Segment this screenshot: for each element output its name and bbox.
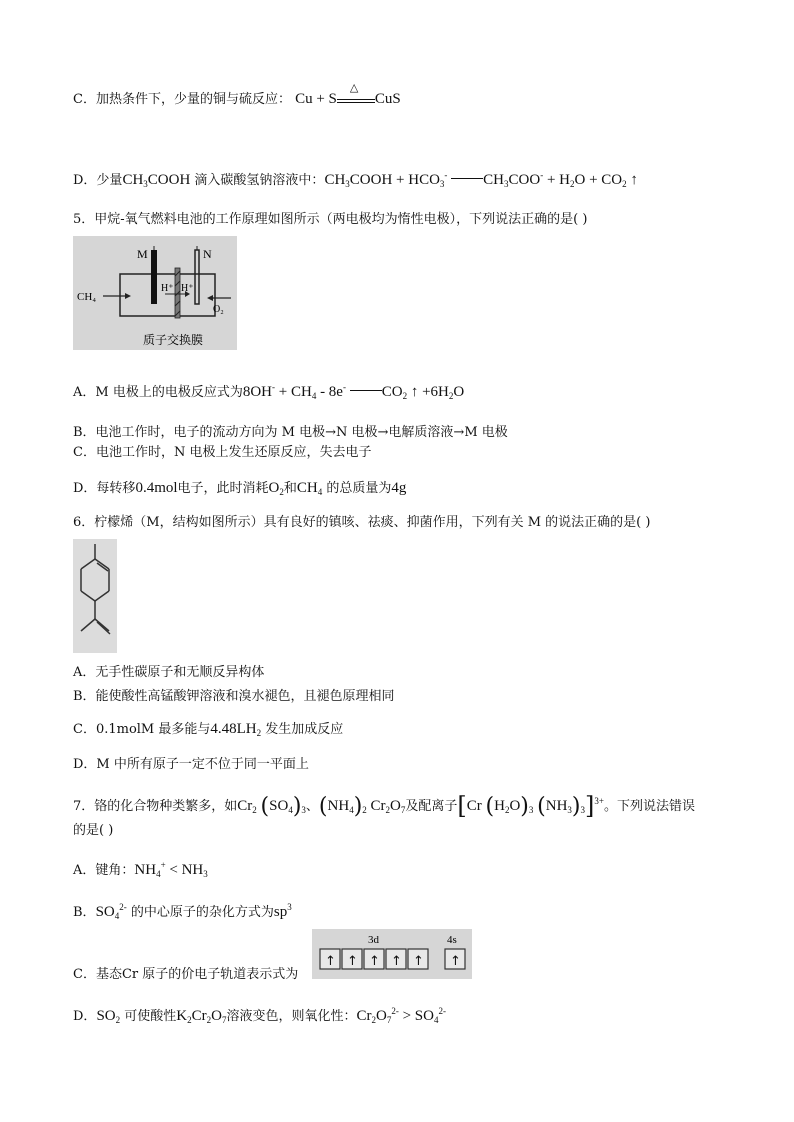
svg-text:↑: ↑	[325, 954, 336, 969]
formula-cr2so43: $Cr_2$ $(SO_4)_3$	[237, 794, 306, 819]
q5-stem	[73, 211, 587, 229]
option-text: C．基态Cr 原子的价电子轨道表示式为	[73, 967, 299, 982]
cr-orbital-diagram	[312, 929, 472, 979]
option-text: D．M 中所有原子一定不位于同一平面上	[73, 757, 309, 772]
label-3d: 3d	[368, 934, 379, 946]
q5-option-c	[73, 444, 371, 462]
label-ch4: CH₄	[77, 291, 97, 303]
eq-right: CuS	[374, 91, 401, 107]
option-text: 的中心原子的杂化方式为	[126, 905, 274, 920]
option-text: D．每转移	[73, 481, 136, 496]
mass: 4g	[391, 480, 407, 496]
svg-text:↑: ↑	[347, 954, 358, 969]
hybridization: $sp^3$	[273, 902, 292, 920]
option-text: 可使酸性	[120, 1009, 177, 1024]
question-stem: 7．铬的化合物种类繁多，如	[73, 799, 238, 814]
option-text: A．无手性碳原子和无顺反异构体	[73, 665, 265, 680]
question-stem: 。下列说法错误	[603, 799, 695, 814]
label-m: M	[137, 247, 148, 261]
fuel-cell-diagram	[73, 236, 237, 350]
separator: 、	[305, 799, 319, 814]
option-text: 电子，此时消耗	[177, 481, 269, 496]
formula-ch3cooh: $CH_3COOH$	[122, 172, 191, 189]
label-o2: O₂	[213, 304, 224, 315]
fuel-cell-figure	[73, 236, 237, 350]
svg-text:↑: ↑	[391, 954, 402, 969]
q7-option-b	[73, 898, 292, 925]
option-text: D．少量	[73, 173, 123, 188]
formula-nh42cr2o7: $(NH_4)_2$ $Cr_2O_7$	[318, 794, 406, 819]
complex-ion: [Cr $(H_2O)_3$ $(NH_3)_3]^{3+}$	[457, 792, 604, 820]
option-letter: B．	[73, 905, 96, 920]
label-h-plus-2: H⁺	[181, 283, 194, 294]
label-4s: 4s	[447, 934, 457, 946]
q7-stem	[73, 792, 695, 819]
q7-option-d	[73, 1002, 446, 1029]
equation	[295, 81, 401, 107]
oxidizing-compare: $Cr_2O_7^{2-} > SO_4^{2-}$	[356, 1006, 446, 1025]
q5-option-d	[73, 479, 406, 501]
formula-so42: $SO_4^{2-}$	[95, 902, 127, 921]
equation: $CH_3COOH + HCO_3^-$ $CH_3COO^- + H_2O + CO_2$ ↑	[324, 170, 638, 189]
volume-h2: $4.48LH_2$	[210, 721, 262, 738]
q6-option-b	[73, 688, 395, 706]
q7-option-c	[73, 966, 298, 984]
membrane-caption: 质子交换膜	[143, 333, 204, 347]
limonene-structure	[73, 539, 117, 653]
q7-option-a	[73, 856, 208, 883]
q7-stem-line2	[73, 822, 113, 840]
option-text: B．电池工作时，电子的流动方向为 M 电极→N 电极→电解质溶液→M 电极	[73, 425, 508, 440]
bond-angle-compare: $NH_4^+ < NH_3$	[134, 860, 208, 879]
option-text: 和	[283, 481, 297, 496]
limonene-structure-figure	[73, 539, 117, 653]
option-text: 发生加成反应	[261, 722, 344, 737]
q4-option-d	[73, 166, 638, 193]
option-text: D．	[73, 1009, 97, 1024]
q4-option-c	[73, 81, 401, 109]
eq-left: Cu + S	[295, 91, 337, 107]
q6-stem	[73, 514, 650, 532]
electrode-equation: $8OH^- + CH_4 - 8e^-$ $CO_2$ ↑ $+6H_2O$	[242, 382, 465, 401]
q5-option-a	[73, 378, 464, 405]
option-text: A．M 电极上的电极反应式为	[73, 385, 243, 400]
option-text: B．能使酸性高锰酸钾溶液和溴水褪色，且褪色原理相同	[73, 689, 395, 704]
formula-so2: $SO_2$	[96, 1008, 121, 1025]
formula-o2: $O_2$	[268, 480, 284, 497]
formula-k2cr2o7: $K_2Cr_2O_7$	[176, 1008, 227, 1025]
heat-condition: △	[349, 81, 359, 94]
orbital-boxes	[312, 929, 472, 979]
amount: 0.4mol	[135, 480, 178, 496]
q5-option-b	[73, 424, 508, 442]
question-stem: 5．甲烷-氧气燃料电池的工作原理如图所示（两电极均为惰性电极），下列说法正确的是( )	[73, 212, 588, 227]
option-text: C．电池工作时，N 电极上发生还原反应，失去电子	[73, 445, 372, 460]
label-h-plus-1: H⁺	[161, 283, 174, 294]
heat-equals-sign	[337, 81, 375, 109]
option-text: 滴入碳酸氢钠溶液中：	[190, 173, 325, 188]
question-stem: 6．柠檬烯（M，结构如图所示）具有良好的镇咳、祛痰、抑菌作用，下列有关 M 的说法正确的是( )	[73, 515, 651, 530]
option-text: C．加热条件下，少量的铜与硫反应：	[73, 92, 291, 107]
svg-text:↑: ↑	[413, 954, 424, 969]
formula-ch4: $CH_4$	[296, 480, 323, 497]
q6-option-c	[73, 720, 343, 742]
option-text: A．键角：	[73, 863, 135, 878]
option-text: 的总质量为	[322, 481, 392, 496]
q6-option-a	[73, 664, 264, 682]
svg-text:↑: ↑	[369, 954, 380, 969]
question-stem: 的是( )	[73, 823, 114, 838]
q6-option-d	[73, 756, 309, 774]
svg-text:↑: ↑	[450, 954, 461, 969]
label-n: N	[203, 247, 212, 261]
option-text: C．0.1molM 最多能与	[73, 722, 211, 737]
option-text: 溶液变色，则氧化性：	[226, 1009, 357, 1024]
question-stem: 及配离子	[405, 799, 458, 814]
